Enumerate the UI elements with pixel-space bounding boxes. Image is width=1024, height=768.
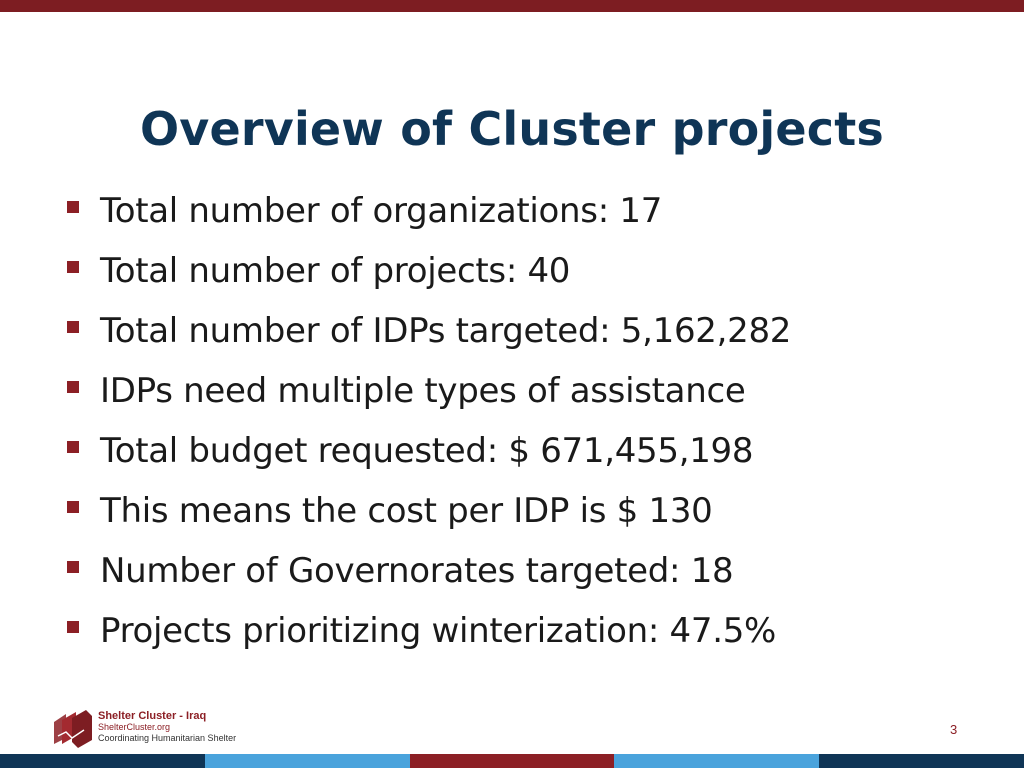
bullet-text: This means the cost per IDP is $ 130: [100, 491, 713, 531]
bullet-item: [64, 301, 964, 361]
bullet-text: Number of Governorates targeted: 18: [100, 551, 734, 591]
bullet-item: [64, 541, 964, 601]
bottom-bar-segment: [614, 754, 819, 768]
bullet-text: Total number of projects: 40: [100, 251, 571, 291]
footer-website: ShelterCluster.org: [98, 722, 171, 732]
square-bullet-icon: [67, 381, 79, 393]
bullet-list: [64, 181, 964, 661]
bottom-bar-segment: [410, 754, 615, 768]
footer-branding: [98, 711, 236, 744]
bullet-item: [64, 241, 964, 301]
page-number: 3: [950, 722, 958, 737]
bottom-accent-bar: [0, 754, 1024, 768]
bottom-bar-segment: [0, 754, 205, 768]
bullet-item: [64, 361, 964, 421]
bullet-text: Total number of IDPs targeted: 5,162,282: [100, 311, 792, 351]
shelter-cluster-logo-icon: [52, 708, 94, 748]
bottom-bar-segment: [205, 754, 410, 768]
top-accent-bar: [0, 0, 1024, 12]
square-bullet-icon: [67, 441, 79, 453]
bullet-item: [64, 181, 964, 241]
bullet-text: Projects prioritizing winterization: 47.5%: [100, 611, 777, 651]
square-bullet-icon: [67, 561, 79, 573]
slide-title: Overview of Cluster projects: [139, 101, 885, 156]
bullet-text: Total number of organizations: 17: [100, 191, 663, 231]
bullet-text: IDPs need multiple types of assistance: [100, 371, 746, 411]
bullet-text: Total budget requested: $ 671,455,198: [100, 431, 754, 471]
footer-organization-name: Shelter Cluster - Iraq: [98, 710, 207, 722]
bullet-item: [64, 601, 964, 661]
square-bullet-icon: [67, 261, 79, 273]
square-bullet-icon: [67, 201, 79, 213]
square-bullet-icon: [67, 501, 79, 513]
bullet-item: [64, 421, 964, 481]
bottom-bar-segment: [819, 754, 1024, 768]
square-bullet-icon: [67, 321, 79, 333]
square-bullet-icon: [67, 621, 79, 633]
bullet-item: [64, 481, 964, 541]
footer-tagline: Coordinating Humanitarian Shelter: [98, 733, 237, 743]
